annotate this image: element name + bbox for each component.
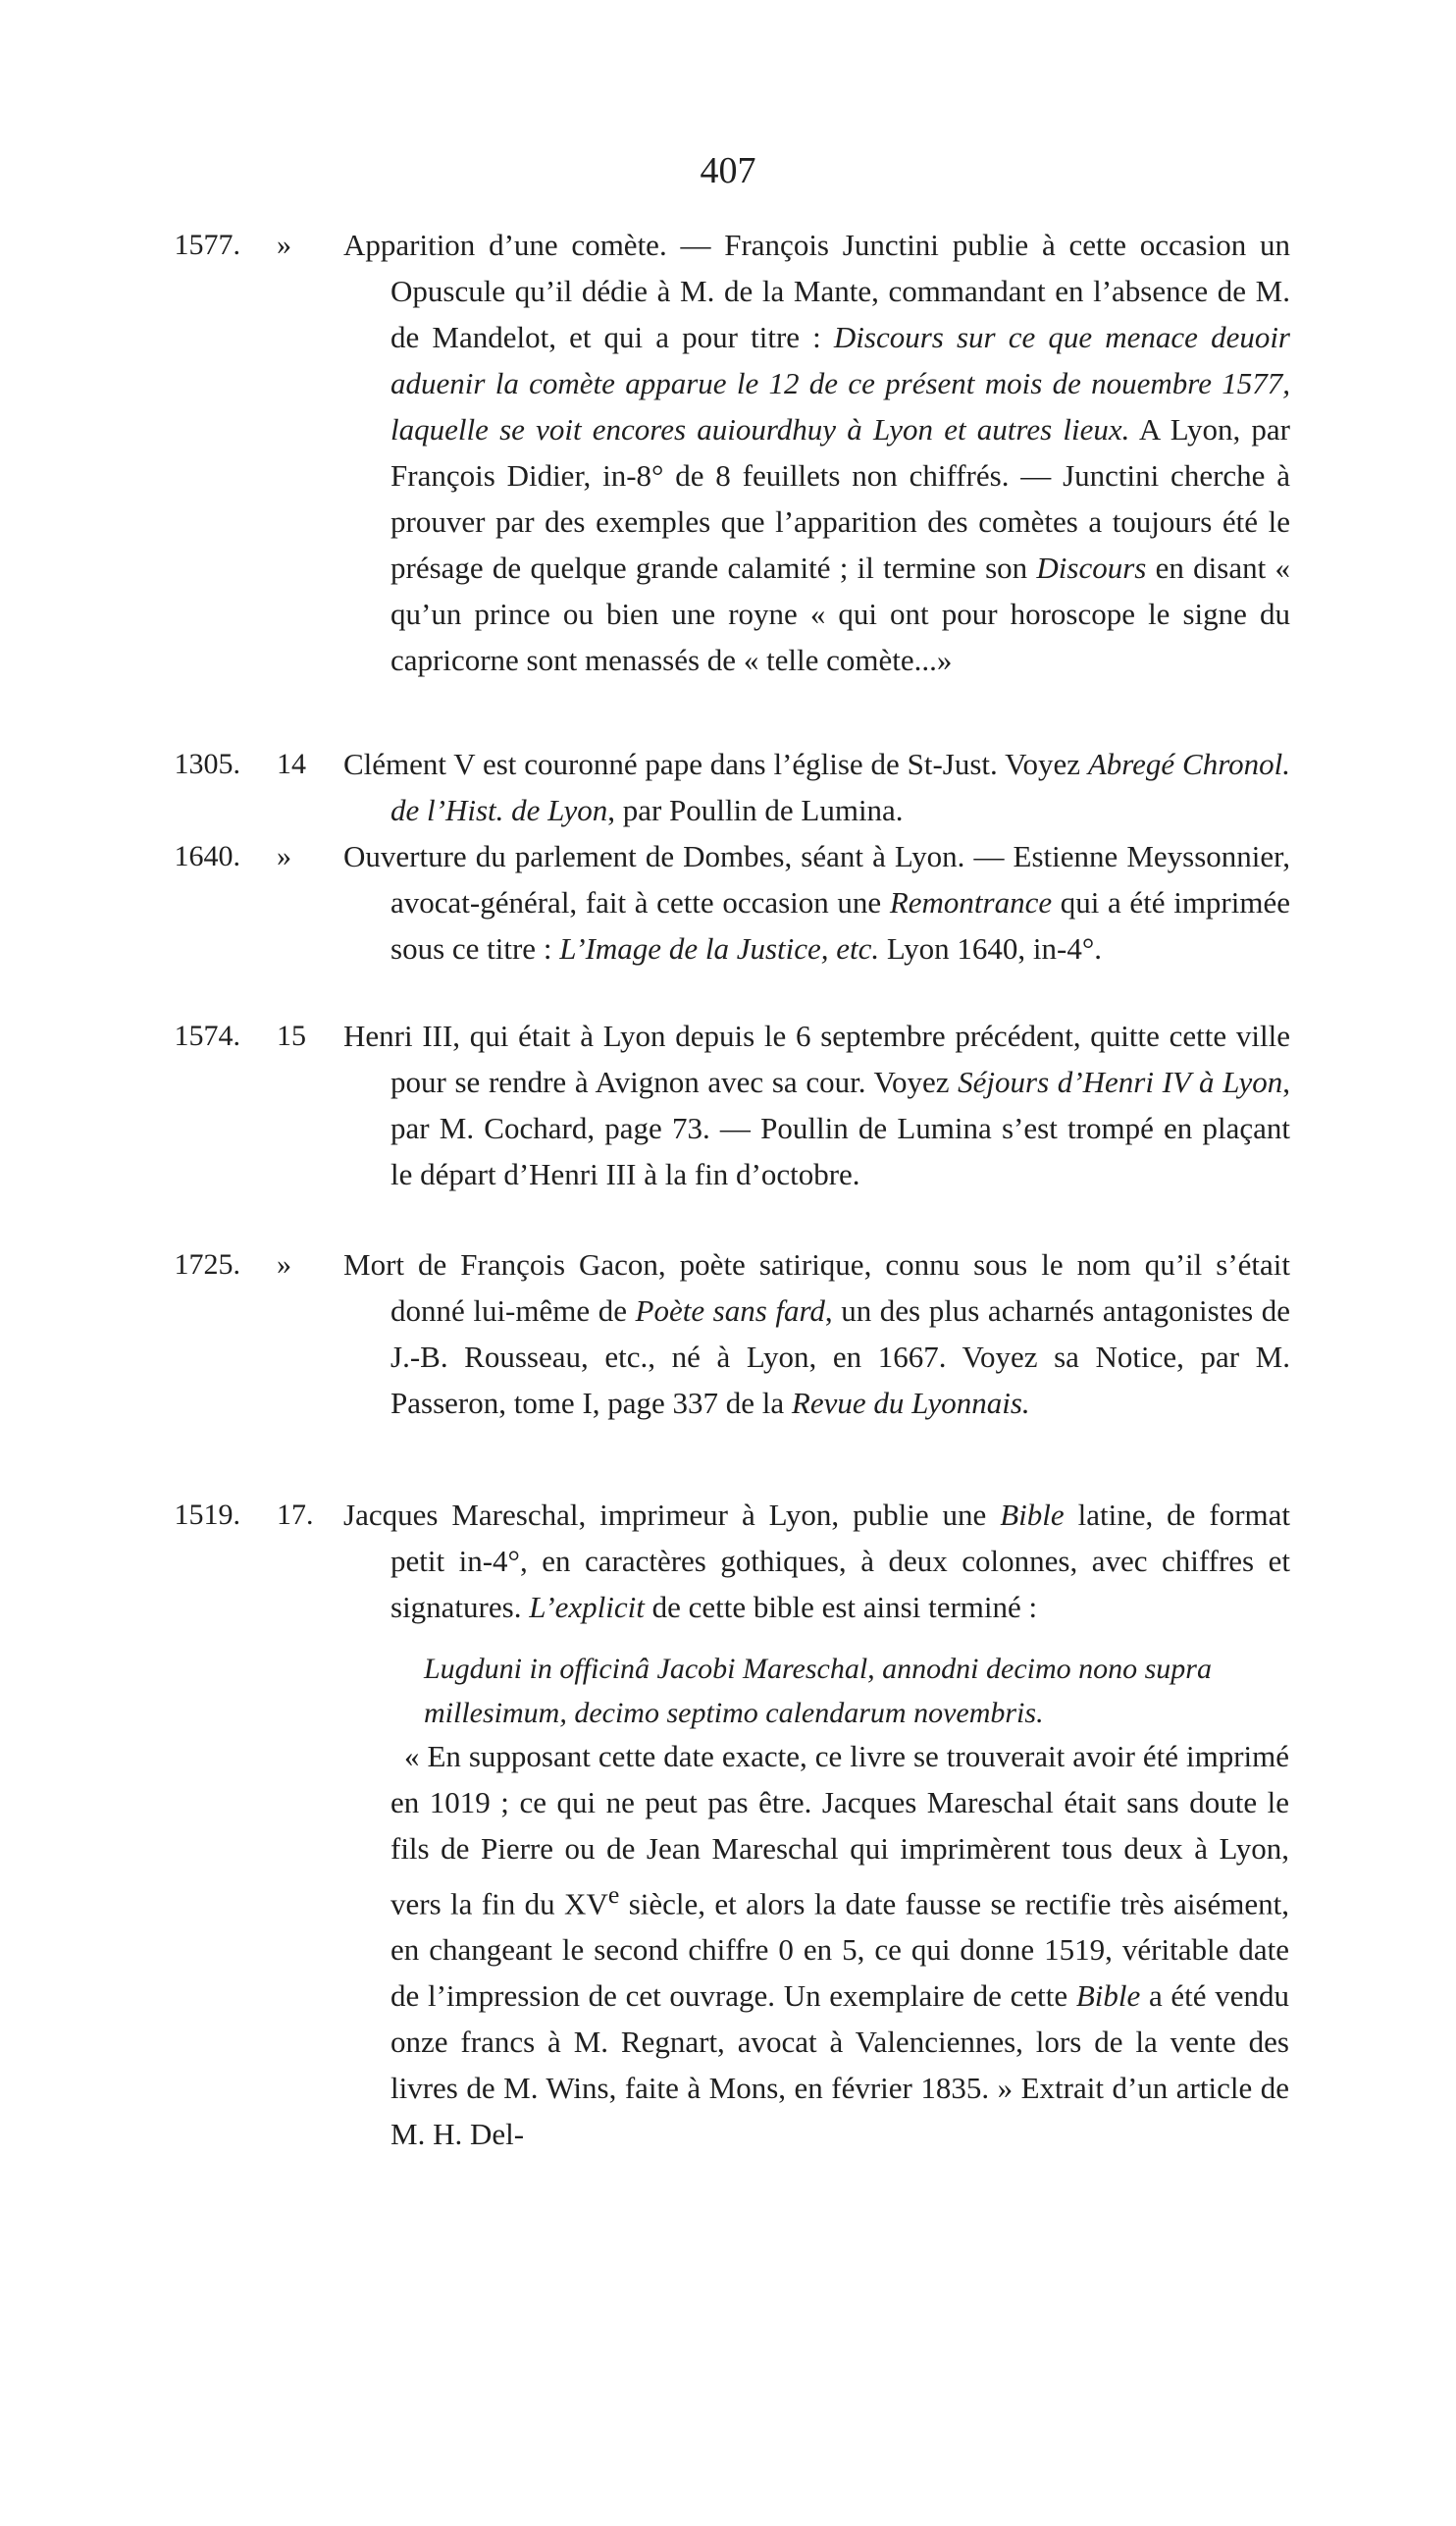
page-number: 407: [700, 150, 756, 191]
italic-title: Séjours d’Henri IV à Lyon: [958, 1065, 1283, 1099]
text-run: latine, de format petit in-4°, en caractères gothiques, à deux colonnes, avec chiffres et signatures.: [390, 1498, 1290, 1624]
entry-year: 1640.: [174, 840, 240, 872]
italic-title: Abregé Chronol. de l’Hist. de Lyon: [390, 747, 1290, 827]
text-run: de cette bible est ainsi terminé :: [644, 1590, 1038, 1624]
entry-day: 17.: [277, 1499, 314, 1531]
text-run: , par Poullin de Lumina.: [607, 793, 904, 827]
entry-year: 1519.: [174, 1499, 240, 1531]
entry-text: [343, 1492, 1290, 1630]
text-run: Ouverture du parlement de Dombes, séant à Lyon. — Estienne Meyssonnier, avocat-général, fait à cette occasion une: [343, 839, 1290, 920]
entry-text: [343, 222, 1290, 683]
text-run: Mort de François Gacon, poète satirique, connu sous le nom qu’il s’était donné lui-même de: [343, 1247, 1290, 1328]
entry-year: 1725.: [174, 1248, 240, 1281]
text-run: qui a été imprimée sous ce titre :: [390, 885, 1291, 966]
italic-title: Poète sans fard: [635, 1293, 825, 1328]
entry-day: »: [277, 840, 291, 872]
entry-year: 1305.: [174, 748, 240, 780]
text-run: Clément V est couronné pape dans l’église de St-Just. Voyez: [343, 747, 1088, 781]
text-run: en disant « qu’un prince ou bien une royne « qui ont pour horoscope le signe du capricorne sont menassés de « telle comète...»: [390, 551, 1290, 677]
italic-title: Discours: [1036, 551, 1147, 585]
italic-title: Bible: [1075, 1978, 1141, 2014]
text-run: , un des plus acharnés antagonistes de J.-B. Rousseau, etc., né à Lyon, en 1667. Voyez sa Notice, par M. Passeron, tome I, page 337 de la: [390, 1293, 1291, 1420]
entry-day: »: [277, 229, 291, 261]
latin-quote: Lugduni in officinâ Jacobi Mareschal, annodni decimo nono supra millesimum, decimo septimo calendarum novembris.: [424, 1653, 1212, 1729]
entry-text: [343, 833, 1290, 972]
entry-year: 1577.: [174, 229, 240, 261]
entry-day: 15: [277, 1020, 306, 1052]
entry-day: 14: [277, 748, 306, 780]
text-run: siècle, et alors la date fausse se rectifie très aisément, en changeant le second chiffre 0 en 5, ce qui donne 1519, véritable date de l’impression de cet ouvrage. Un exemplaire de cette: [390, 1886, 1289, 2014]
text-run: Apparition d’une comète. — François Junctini publie à cette occasion un Opuscule qu’il dédie à M. de la Mante, commandant en l’absence de M. de Mandelot, et qui a pour titre :: [343, 228, 1290, 354]
entry-text: [343, 1013, 1290, 1197]
text-run: , par M. Cochard, page 73. — Poullin de Lumina s’est trompé en plaçant le départ d’Henri III à la fin d’octobre.: [390, 1065, 1290, 1191]
entry-day: »: [277, 1248, 291, 1281]
entry-text: [343, 741, 1290, 833]
entry-text: [343, 1241, 1290, 1426]
italic-title: Revue du Lyonnais.: [791, 1386, 1030, 1420]
text-run: Jacques Mareschal, imprimeur à Lyon, publie une: [343, 1498, 1001, 1532]
text-run: « En supposant cette date exacte, ce livre se trouverait avoir été imprimé en 1019 ; ce qui ne peut pas être. Jacques Mareschal était sans doute le fils de Pierre ou de Jean Mareschal qui imprimèrent tous deux à Lyon, vers la fin du XV: [390, 1739, 1289, 1921]
italic-title: Remontrance: [889, 885, 1053, 920]
text-run: Lyon 1640, in-4°.: [879, 931, 1102, 966]
text-run: a été vendu onze francs à M. Regnart, avocat à Valenciennes, lors de la vente des livres de M. Wins, faite à Mons, en février 1835. » Extrait d’un article de M. H. Del-: [390, 1978, 1290, 2152]
italic-title: L’Image de la Justice, etc.: [559, 931, 880, 966]
text-run: Henri III, qui était à Lyon depuis le 6 septembre précédent, quitte cette ville pour se rendre à Avignon avec sa cour. Voyez: [343, 1019, 1290, 1099]
italic-title: Discours sur ce que menace deuoir aduenir la comète apparue le 12 de ce présent mois de nouembre 1577, laquelle se voit encores auiourdhuy à Lyon et autres lieux.: [390, 320, 1290, 447]
entry-year: 1574.: [174, 1020, 240, 1052]
italic-title: Bible: [1000, 1498, 1065, 1532]
closing-quote: [390, 1733, 1289, 2157]
text-run: A Lyon, par François Didier, in-8° de 8 feuillets non chiffrés. — Junctini cherche à prouver par des exemples que l’apparition des comètes a toujours été le présage de quelque grande calamité ; il termine son: [390, 412, 1291, 585]
superscript: e: [607, 1880, 620, 1909]
italic-title: L’explicit: [529, 1590, 645, 1624]
